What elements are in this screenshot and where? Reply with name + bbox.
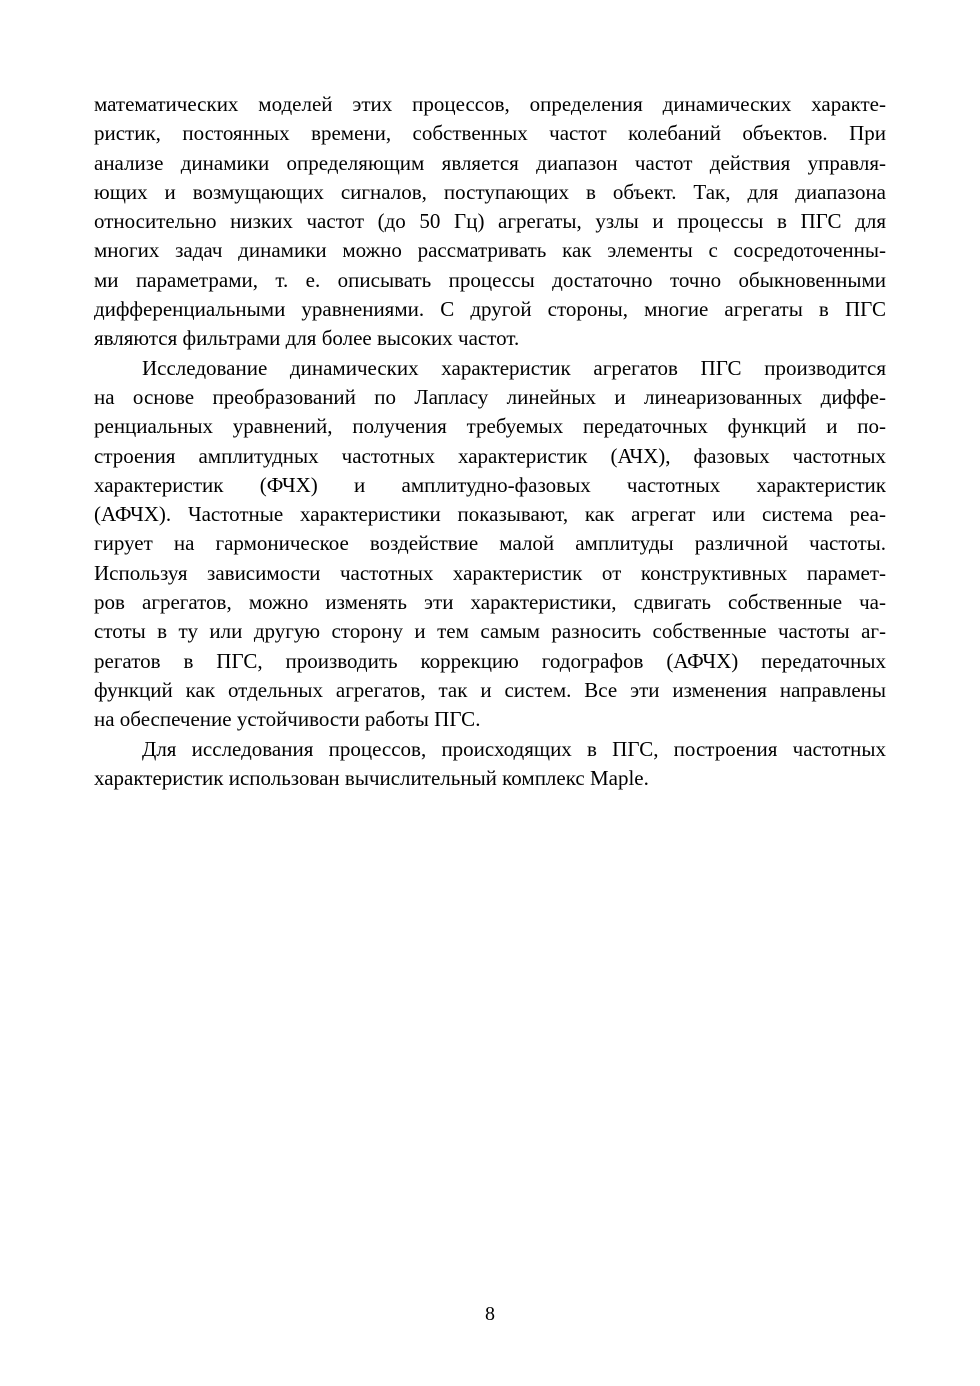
text-line: стоты в ту или другую сторону и тем самым разносить собственные частоты аг- bbox=[94, 619, 886, 644]
text-line: многих задач динамики можно рассматривать как элементы с сосредоточенны- bbox=[94, 238, 886, 263]
text-line: (АФЧХ). Частотные характеристики показывают, как агрегат или система реа- bbox=[94, 502, 886, 527]
paragraph-1 bbox=[94, 90, 886, 354]
text-line: характеристик (ФЧХ) и амплитудно-фазовых частотных характеристик bbox=[94, 472, 886, 497]
paragraph-3 bbox=[94, 735, 886, 794]
text-line: анализе динамики определяющим является диапазон частот действия управля- bbox=[94, 150, 886, 175]
body-text bbox=[94, 90, 886, 793]
text-line: строения амплитудных частотных характеристик (АЧХ), фазовых частотных bbox=[94, 443, 886, 468]
text-line: ренциальных уравнений, получения требуемых передаточных функций и по- bbox=[94, 414, 886, 439]
text-line: ров агрегатов, можно изменять эти характеристики, сдвигать собственные ча- bbox=[94, 590, 886, 615]
text-line: функций как отдельных агрегатов, так и систем. Все эти изменения направлены bbox=[94, 677, 886, 702]
text-line: являются фильтрами для более высоких частот. bbox=[94, 326, 520, 351]
text-line: Исследование динамических характеристик агрегатов ПГС производится bbox=[142, 355, 886, 380]
text-line: дифференциальными уравнениями. С другой стороны, многие агрегаты в ПГС bbox=[94, 297, 886, 322]
text-line: регатов в ПГС, производить коррекцию годографов (АФЧХ) передаточных bbox=[94, 648, 886, 673]
text-line: Используя зависимости частотных характеристик от конструктивных парамет- bbox=[94, 560, 886, 585]
text-line: на обеспечение устойчивости работы ПГС. bbox=[94, 707, 481, 732]
text-line: ми параметрами, т. е. описывать процессы достаточно точно обыкновенными bbox=[94, 267, 886, 292]
text-line: ющих и возмущающих сигналов, поступающих в объект. Так, для диапазона bbox=[94, 179, 886, 204]
text-line: ристик, постоянных времени, собственных частот колебаний объектов. При bbox=[94, 121, 886, 146]
text-line: Для исследования процессов, происходящих в ПГС, построения частотных bbox=[142, 736, 886, 761]
text-line: относительно низких частот (до 50 Гц) агрегаты, узлы и процессы в ПГС для bbox=[94, 209, 886, 234]
text-line: на основе преобразований по Лапласу линейных и линеаризованных диффе- bbox=[94, 384, 886, 409]
text-line: гирует на гармоническое воздействие малой амплитуды различной частоты. bbox=[94, 531, 886, 556]
text-line: математических моделей этих процессов, определения динамических характе- bbox=[94, 92, 886, 116]
paragraph-2 bbox=[94, 354, 886, 735]
text-line: характеристик использован вычислительный комплекс Maple. bbox=[94, 765, 649, 790]
page-number: 8 bbox=[485, 1303, 495, 1325]
